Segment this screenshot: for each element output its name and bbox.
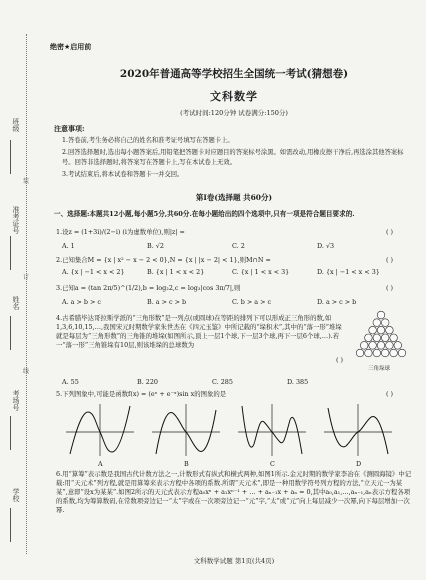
option: A. 55 [62,378,79,386]
answer-paren: ( ) [386,390,394,398]
binding-strip [0,0,46,580]
pile-ball [360,342,368,350]
pile-ball [386,342,394,350]
graph-d [324,404,392,456]
option: B. √2 [147,242,164,250]
binding-mark: 订 [23,274,30,281]
option: A. a > b > c [62,298,101,306]
option: D. {x | −1 < x < 3} [317,268,380,276]
option: A. {x | −1 < x < 2} [62,268,125,276]
field-class-blank [10,140,11,174]
pile-ball [381,334,389,342]
option: B. 220 [137,378,158,386]
triangular-ball-pile-figure [350,310,412,362]
pile-ball [365,349,373,357]
question-options [62,242,402,250]
pile-ball [377,311,385,319]
option: D. a > c > b [317,298,357,306]
pile-ball [377,326,385,334]
time-info: (考试时间:120分钟 试卷满分:150分) [180,109,288,117]
field-school-blank [10,508,11,542]
pile-ball [390,334,398,342]
pile-ball [377,342,385,350]
graph-label-b: B [184,460,189,468]
pile-ball [365,334,373,342]
option: C. {x | 1 < x < 3} [232,268,290,276]
field-class: 班级 [12,118,20,132]
option: A. 1 [62,242,75,250]
section-heading: 一、选择题:本题共12小题,每小题5分,共60分.在每小题给出的四个选项中,只有一项是符合题目要求的. [54,210,355,218]
part-heading: 第Ⅰ卷(选择题 共60分) [195,193,273,202]
option: B. a > c > b [147,298,187,306]
option: C. 285 [212,378,233,386]
graph-label-c: C [270,460,275,468]
graph-a [66,404,134,456]
binding-mark: 装 [23,178,30,185]
pile-ball [369,326,377,334]
field-room: 考场号 [12,390,20,411]
function-graph-options [62,400,402,458]
answer-paren: ( ) [386,284,394,292]
subject-title: 文科数学 [210,90,258,103]
question-stem: 1.设z = (1+3i)/(2−i) (i为虚数单位),则|z| = [56,228,185,236]
field-school: 学校 [12,488,20,502]
pile-ball [390,349,398,357]
option: D. 385 [287,378,309,386]
option: C. 2 [232,242,245,250]
figure-caption: 三角垛球 [368,366,391,372]
option: C. b > a > c [232,298,272,306]
question-stem: 2.已知集合M = {x | x² − x − 2 < 0},N = {x | |x − 2| < 1},则M∩N = [56,256,271,264]
note-item: 1.答卷前,考生务必将自己的姓名和准考证号填写在答题卡上。 [62,137,234,144]
answer-paren: ( ) [336,356,344,364]
option: B. {x | 1 < x < 2} [147,268,205,276]
answer-paren: ( ) [386,228,394,236]
field-exam-number: 准考证号 [12,206,20,234]
notes-heading: 注意事项: [54,124,85,133]
pile-ball [381,349,389,357]
pile-ball [373,334,381,342]
pile-ball [356,349,364,357]
question-stem: 3.已知a = (tan 2π/5)^(1/2),b = log₂2,c = log₃|cos 3π/7|,则 [56,284,241,292]
field-exam-number-blank [10,236,11,270]
option: D. √3 [317,242,335,250]
pile-ball [369,342,377,350]
pile-ball [381,319,389,327]
field-room-blank [10,416,11,450]
cut-line [26,34,27,554]
graph-label-a: A [98,460,103,468]
pile-ball [373,349,381,357]
graph-b [152,404,220,456]
graph-label-d: D [356,460,362,468]
page-footer: 文科数学试题 第1页(共4页) [193,557,275,565]
question-options [62,268,402,276]
question-stem: 5.下列图象中,可能是函数f(x) = (eˣ + e⁻ˣ)sin x的图象的是 [56,390,227,398]
field-name-blank [10,316,11,350]
question-stem: 6.用“算筹”表示数是我国古代计数方法之一,计数形式有纵式和横式两种,如图1所示.金元时期的数学家李冶在《测圆海镜》中记载:用“天元术”列方程,就是用算筹来表示方程中各项的系数.所谓“天元术”,即是一种用数学符号列方程的方法,“立天元一为某某”,意即“设x为某某”.如图2所示的天元式表示方程a₀xⁿ + a₁xⁿ⁻¹ + … + aₙ₋₁x + aₙ = 0,其中a₀,a₁,…,aₙ₋₁,aₙ表示方程各项的系数,均为筹算数码,在常数项旁边记一“太”字或在一次项旁边记一“元”字,“太”或“元”向上每层减少一次幂,向下每层增加一次幂. [56,470,412,514]
pile-ball [398,349,406,357]
answer-paren: ( ) [386,256,394,264]
pile-ball [386,326,394,334]
graph-c [238,404,306,456]
question-options [62,378,362,386]
note-item: 3.考试结束后,将本试卷和答题卡一并交回。 [62,171,184,178]
note-item: 2.回答选择题时,选出每小题答案后,用铅笔把答题卡对应题目的答案标号涂黑。如需改动,用橡皮擦干净后,再选涂其他答案标号。回答非选择题时,将答案写在答题卡上,写在本试卷上无效。 [62,149,404,166]
question-stem: 4.古希腊毕达哥拉斯学派的“三角形数”是一列点(或圆球)在等距的排列下可以形成正三角形的数,如1,3,6,10,15,…,我国宋元时期数学家朱世杰在《四元玉鉴》中所记载的“垛积术”,其中的“落一形”堆垛就是每层为“三角形数”的三角锥的堆垛(如图所示,顶上一层1个球,下一层3个球,再下一层6个球,…).若一“落一形”三角锥垛有10层,则该堆垛的总球数为 [56,314,342,349]
confidential-label: 绝密★启用前 [50,43,92,51]
pile-ball [394,342,402,350]
pile-ball [373,319,381,327]
question-options [62,298,402,306]
binding-mark: 线 [23,368,30,375]
field-name: 姓名 [12,296,20,310]
exam-title: 2020年普通高等学校招生全国统一考试(猜想卷) [119,68,349,80]
